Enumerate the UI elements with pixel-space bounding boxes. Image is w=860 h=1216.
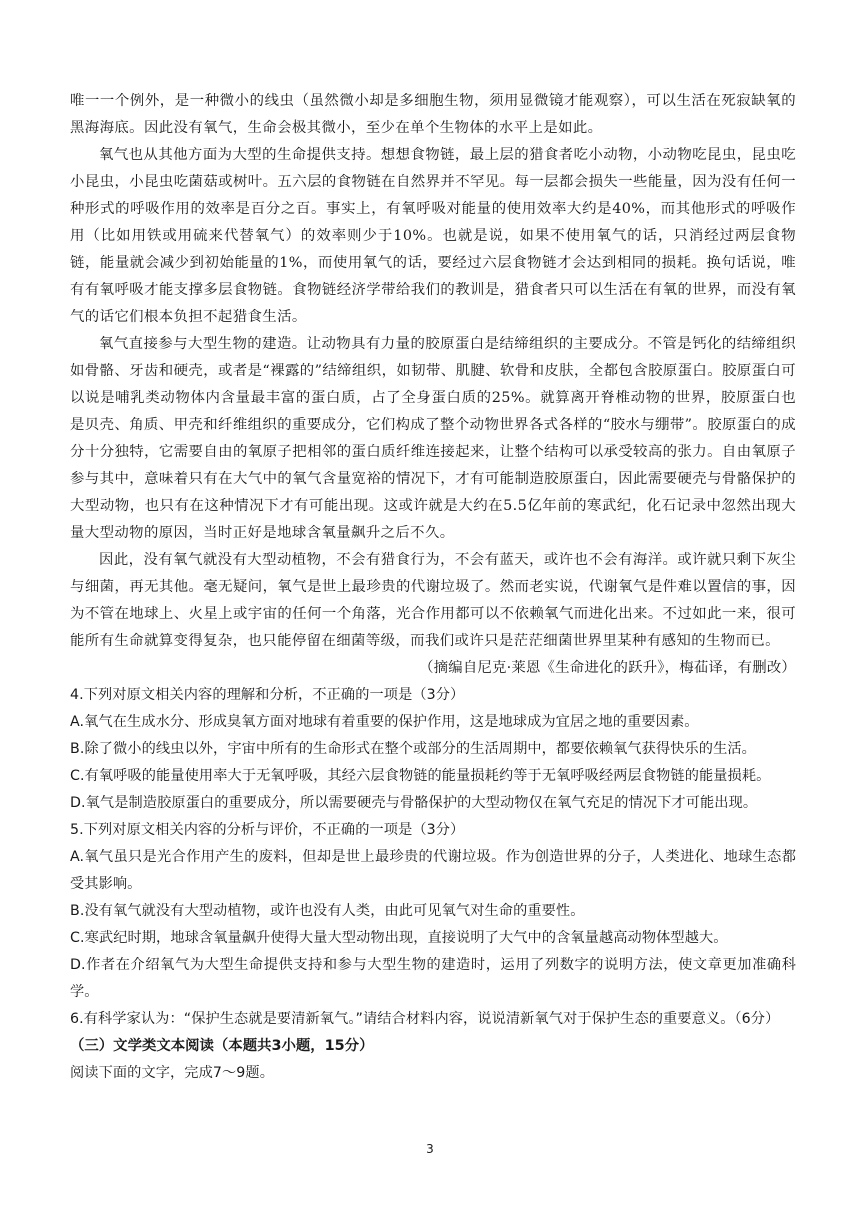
question-5-option-a: A.氧气虽只是光合作用产生的废料，但却是世上最珍贵的代谢垃圾。作为创造世界的分子，人类进化、地球生态都受其影响。 — [70, 849, 796, 892]
question-4-option-d: D.氧气是制造胶原蛋白的重要成分，所以需要硬壳与骨骼保护的大型动物仅在氧气充足的情况下才可能出现。 — [70, 795, 758, 811]
passage-paragraph-4: 因此，没有氧气就没有大型动植物，不会有猎食行为，不会有蓝天，或许也不会有海洋。或许就只剩下灰尘与细菌，再无其他。毫无疑问，氧气是世上最珍贵的代谢垃圾了。然而老实说，代谢氧气是件难以置信的事，因为不管在地球上、火星上或宇宙的任何一个角落，光合作用都可以不依赖氧气而进化出来。不过如此一来，很可能所有生命就算变得复杂，也只能停留在细菌等级，而我们或许只是茫茫细菌世界里某种有感知的生物而已。 — [70, 552, 796, 649]
page-body — [70, 88, 796, 1087]
passage-paragraph-1: 唯一一个例外，是一种微小的线虫（虽然微小却是多细胞生物，须用显微镜才能观察），可以生活在死寂缺氧的黑海海底。因此没有氧气，生命会极其微小，至少在单个生物体的水平上是如此。 — [70, 93, 796, 136]
question-4-stem: 4.下列对原文相关内容的理解和分析，不正确的一项是（3分） — [70, 687, 465, 703]
passage-paragraph-2: 氧气也从其他方面为大型的生命提供支持。想想食物链，最上层的猎食者吃小动物，小动物吃昆虫，昆虫吃小昆虫，小昆虫吃菌菇或树叶。五六层的食物链在自然界并不罕见。每一层都会损失一些能量，因为没有任何一种形式的呼吸作用的效率是百分之百。事实上，有氧呼吸对能量的使用效率大约是40%，而其他形式的呼吸作用（比如用铁或用硫来代替氧气）的效率则少于10%。也就是说，如果不使用氧气的话，只消经过两层食物链，能量就会减少到初始能量的1%，而使用氧气的话，要经过六层食物链才会达到相同的损耗。换句话说，唯有有氧呼吸才能支撑多层食物链。食物链经济学带给我们的教训是，猎食者只可以生活在有氧的世界，而没有氧气的话它们根本负担不起猎食生活。 — [70, 147, 796, 325]
section-3-instruction: 阅读下面的文字，完成7～9题。 — [70, 1065, 274, 1081]
question-5-option-c: C.寒武纪时期，地球含氧量飙升使得大量大型动物出现，直接说明了大气中的含氧量越高动物体型越大。 — [70, 930, 728, 946]
question-5-stem: 5.下列对原文相关内容的分析与评价，不正确的一项是（3分） — [70, 822, 465, 838]
passage-paragraph-3: 氧气直接参与大型生物的建造。让动物具有力量的胶原蛋白是结缔组织的主要成分。不管是钙化的结缔组织如骨骼、牙齿和硬壳，或者是“裸露的”结缔组织，如韧带、肌腱、软骨和皮肤，全都包含胶原蛋白。胶原蛋白可以说是哺乳类动物体内含量最丰富的蛋白质，占了全身蛋白质的25%。就算离开脊椎动物的世界，胶原蛋白也是贝壳、角质、甲壳和纤维组织的重要成分，它们构成了整个动物世界各式各样的“胶水与绷带”。胶原蛋白的成分十分独特，它需要自由的氧原子把相邻的蛋白质纤维连接起来，让整个结构可以承受较高的张力。自由氧原子参与其中，意味着只有在大气中的氧气含量宽裕的情况下，才有可能制造胶原蛋白，因此需要硬壳与骨骼保护的大型动物，也只有在这种情况下才有可能出现。这或许就是大约在5.5亿年前的寒武纪，化石记录中忽然出现大量大型动物的原因，当时正好是地球含氧量飙升之后不久。 — [70, 336, 796, 541]
page-number: 3 — [426, 1142, 434, 1156]
question-5-option-b: B.没有氧气就没有大型动植物，或许也没有人类，由此可见氧气对生命的重要性。 — [70, 903, 585, 919]
question-4-option-b: B.除了微小的线虫以外，宇宙中所有的生命形式在整个或部分的生活周期中，都要依赖氧气获得快乐的生活。 — [70, 741, 756, 757]
question-5-option-d: D.作者在介绍氧气为大型生命提供支持和参与大型生物的建造时，运用了列数字的说明方法，使文章更加准确科学。 — [70, 957, 796, 1000]
question-6: 6.有科学家认为：“保护生态就是要清新氧气。”请结合材料内容，说说清新氧气对于保护生态的重要意义。（6分） — [70, 1011, 780, 1027]
question-4-option-c: C.有氧呼吸的能量使用率大于无氧呼吸，其经六层食物链的能量损耗约等于无氧呼吸经两层食物链的能量损耗。 — [70, 768, 771, 784]
section-3-title: （三）文学类文本阅读（本题共3小题，15分） — [70, 1038, 374, 1054]
question-4-option-a: A.氧气在生成水分、形成臭氧方面对地球有着重要的保护作用，这是地球成为宜居之地的重要因素。 — [70, 714, 699, 730]
passage-source: （摘编自尼克·莱恩《生命进化的跃升》，梅苮译，有删改） — [419, 660, 796, 676]
